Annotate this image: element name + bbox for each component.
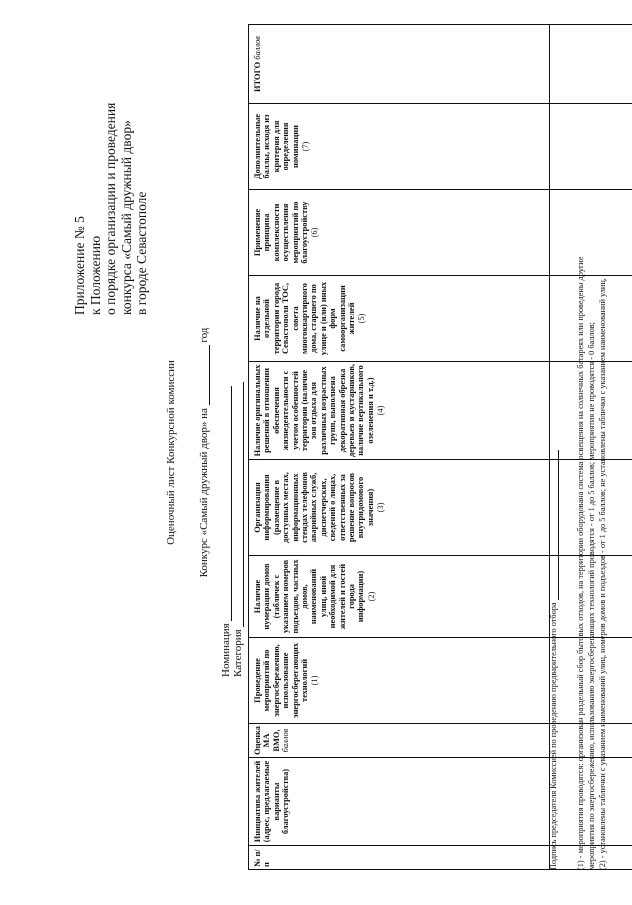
category-blank-line <box>232 382 244 627</box>
column-header-ma-vmo-score: Оценка МА ВМО, баллов <box>249 724 550 758</box>
table-cell <box>550 25 632 104</box>
table-cell <box>550 190 632 276</box>
category-field <box>232 382 244 677</box>
nomination-field <box>220 386 232 677</box>
column-header-initiative: Инициатива жителей (адрес, предлагаемые варианты благоустройства) <box>249 758 550 846</box>
contest-year-line <box>198 0 210 905</box>
column-header-informing: Организация информирования (размещение в доступных местах, информационных стендах телефонов аварийных служб, диспетчерских, сведений о лицах, ответственных за решение вопросов внутридомового значения) (3) <box>249 460 550 556</box>
footnote: мероприятия по энергосбережению, использованию энергосберегающих технологий проводятся - от 1 до 5 баллов; мероприятия не проводятся - 0 баллов; <box>587 322 596 870</box>
signature-label: Подпись председателя Комиссией по проведению предварительного отбора <box>549 602 558 870</box>
signature-blank-line <box>547 450 559 600</box>
year-label: год <box>198 327 210 343</box>
column-header-self-organization: Наличие на отдельной территории города Севастополя ТОС, совета многоквартирного дома, старшего по улице и (или) иных форм самоорганизации жителей (5) <box>249 276 550 362</box>
year-blank-line <box>198 345 210 405</box>
contest-name: Конкурс «Самый дружный двор» на <box>198 408 210 578</box>
category-label: Категория <box>232 629 244 677</box>
header-line: Приложение № 5 <box>72 216 87 315</box>
column-header-complexity: Применение принципа комплексности осуществления мероприятий по благоустройству (6) <box>249 190 550 276</box>
table-header-row <box>249 25 550 870</box>
column-header-total: ИТОГО баллов <box>249 25 550 104</box>
column-header-original-solutions: Наличие оригинальных решений в отношении обеспечения жизнедеятельности с учетом особенностей территории (наличие зон отдыха для различных возрастных групп, выполнена декоративная обрезка деревьев и кустарников, наличие вертикального озеленения и т.д.) (4) <box>249 362 550 460</box>
header-line: конкурса «Самый дружный двор» <box>118 120 134 315</box>
document-title: Оценочный лист Конкурсной комиссии <box>165 360 177 545</box>
footnote: (1) - мероприятия проводятся: организован раздельный сбор бытовых отходов, на территории оборудована система освещения на солнечных батареях или проведены другие <box>576 256 585 870</box>
column-header-energy-saving: Проведение мероприятий по энергосбережению, использование энергосберегающих технологий (1) <box>249 638 550 724</box>
appendix-header <box>72 15 150 315</box>
column-header-house-numbering: Наличие нумерации домов (табличек с указанием номеров подъездов, частных домов, наименований улиц, иной необходимой для жителей и гостей города информации) (2) <box>249 556 550 638</box>
header-line: в городе Севастополе <box>134 191 149 315</box>
header-line: к Положению <box>87 235 103 315</box>
footnote: (2) - установлены таблички с указанием наименований улиц, номеров домов и подъездов - от 1 до 5 баллов; не установлены таблички с указанием наименований улиц, <box>598 278 607 870</box>
table-cell <box>550 104 632 190</box>
nomination-blank-line <box>220 386 232 621</box>
nomination-label: Номинация <box>220 623 232 677</box>
header-line: о порядке организации и проведения <box>103 102 118 315</box>
column-header-number: № п/п <box>249 846 550 870</box>
column-header-additional-points: Дополнительные баллы, исходя из критерия для определения номинации (7) <box>249 104 550 190</box>
evaluation-table <box>248 24 632 870</box>
signature-line <box>547 450 559 870</box>
